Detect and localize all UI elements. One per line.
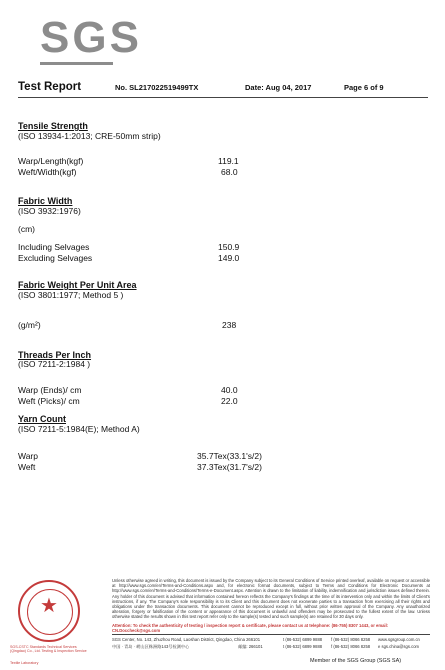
report-date: Date: Aug 04, 2017	[245, 83, 312, 92]
fax-2: f (86-532) 8066 8258	[331, 644, 371, 649]
tensile-warp-label: Warp/Length(kgf)	[18, 156, 84, 166]
threads-weft-label: Weft (Picks)/ cm	[18, 396, 80, 406]
tensile-title: Tensile Strength	[18, 121, 88, 131]
width-incl-value: 150.9	[218, 242, 240, 252]
width-unit: (cm)	[18, 224, 35, 234]
tel-1: t (86-532) 6899 9888	[283, 637, 323, 642]
sgs-logo: SGS	[40, 13, 142, 62]
weight-title: Fabric Weight Per Unit Area	[18, 280, 137, 290]
report-number: No. SL217022519499TX	[115, 83, 199, 92]
tensile-method: (ISO 13934-1:2013; CRE-50mm strip)	[18, 131, 161, 141]
tel-2: t (86-532) 6899 9888	[283, 644, 323, 649]
threads-weft-value: 22.0	[221, 396, 238, 406]
email: e sgs.china@sgs.com	[378, 644, 420, 649]
tensile-warp-value: 119.1	[218, 156, 239, 166]
threads-title: Threads Per Inch	[18, 350, 92, 360]
threads-warp-label: Warp (Ends)/ cm	[18, 385, 82, 395]
star-icon: ★	[40, 595, 58, 617]
width-excl-value: 149.0	[218, 253, 240, 263]
footer-rule	[112, 634, 430, 635]
authenticity-notice: Attention: To check the authenticity of testing / inspection report & certificate, please contact us at telephone: (86-755) 8307 1443, or email: CN.Doccheck@sgs.com	[112, 623, 389, 634]
yarn-method: (ISO 7211-5:1984(E); Method A)	[18, 424, 140, 434]
seal-text: SGS-CSTC Standards Technical Services (Qingdao) Co., Ltd. Testing & Inspection Service	[10, 645, 87, 653]
seal-subtext: Textile Laboratory	[10, 661, 39, 665]
postcode: 邮编: 266101	[238, 644, 263, 649]
member-text: Member of the SGS Group (SGS SA)	[310, 658, 402, 664]
tensile-weft-label: Weft/Width(kgf)	[18, 167, 77, 177]
width-incl-label: Including Selvages	[18, 242, 90, 252]
yarn-title: Yarn Count	[18, 414, 67, 424]
yarn-weft-value: 37.3Tex(31.7's/2)	[197, 462, 262, 472]
header-rule	[18, 97, 428, 98]
legal-disclaimer: Unless otherwise agreed in writing, this document is issued by the Company subject to its General Conditions of Service printed overleaf, available on request or accessible at http://www.sgs.com/en/Terms-and-Conditions.aspx and, for electronic format documents, subject to Terms and Conditions for Electronic Documents at http://www.sgs.com/en/Terms-and-Conditions/Terms-e-Document.aspx. Attention is drawn to the limitation of liability, indemnification and jurisdiction issues defined therein. Any holder of this document is advised that information contained hereon reflects the Company's findings at the time of its intervention only and within the limits of Client's instructions, if any. The Company's sole responsibility is to its Client and this document does not exonerate parties to a transaction from exercising all their rights and obligations under the transaction documents. This document cannot be reproduced except in full, without prior written approval of the Company. Any unauthorized alteration, forgery or falsification of the content or appearance of this document is unlawful and offenders may be prosecuted to the fullest extent of the law. Unless otherwise stated the results shown in this test report refer only to the sample(s) tested and such sample(s) are retained for 30 days only.	[112, 578, 430, 620]
website: www.sgsgroup.com.cn	[378, 637, 420, 642]
weight-unit: (g/m²)	[18, 320, 41, 330]
width-method: (ISO 3932:1976)	[18, 206, 81, 216]
width-title: Fabric Width	[18, 196, 73, 206]
address-cn: 中国 · 青岛 · 崂山区株洲路143号检测中心	[112, 644, 190, 649]
logo-underline	[40, 62, 113, 65]
weight-method: (ISO 3801:1977; Method 5 )	[18, 290, 124, 300]
page-number: Page 6 of 9	[344, 83, 384, 92]
company-seal	[18, 580, 80, 642]
address-en: SGS Center, No. 143, Zhuzhou Road, Laoshan District, Qingdao, China 266101	[112, 637, 261, 642]
weight-value: 238	[222, 320, 237, 330]
threads-warp-value: 40.0	[221, 385, 238, 395]
yarn-warp-value: 35.7Tex(33.1's/2)	[197, 451, 262, 461]
width-excl-label: Excluding Selvages	[18, 253, 93, 263]
yarn-warp-label: Warp	[18, 451, 38, 461]
yarn-weft-label: Weft	[18, 462, 36, 472]
threads-method: (ISO 7211-2:1984 )	[18, 359, 91, 369]
fax-1: f (86-532) 8066 8258	[331, 637, 371, 642]
report-title: Test Report	[18, 81, 82, 93]
tensile-weft-value: 68.0	[221, 167, 238, 177]
